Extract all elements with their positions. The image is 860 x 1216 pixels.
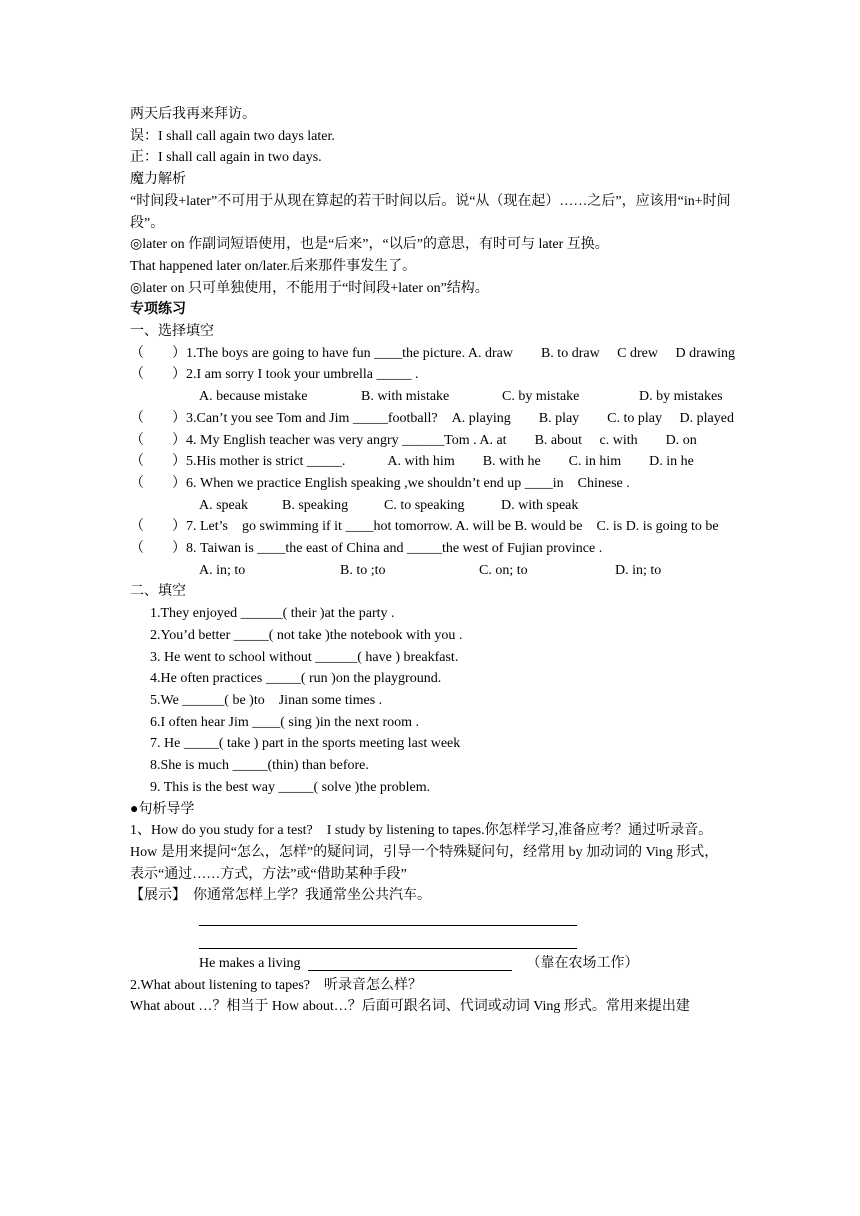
option-c: C. to speaking xyxy=(384,497,465,513)
question-4: （ ）4. My English teacher was very angry ______Tom . A. at B. about c. with D. on xyxy=(130,432,697,448)
fill-item: 7. He _____( take ) part in the sports meeting last week xyxy=(150,736,461,752)
intro-sentence: 两天后我再来拜访。 xyxy=(130,107,256,122)
option-d: D. with speak xyxy=(501,497,579,513)
document-body xyxy=(130,104,735,1018)
guide-heading: ●句析导学 xyxy=(130,801,195,817)
fill-item: 2.You’d better _____( not take )the notebook with you . xyxy=(150,627,463,643)
option-d: D. by mistakes xyxy=(639,389,723,405)
fill-item: 3. He went to school without ______( have ) breakfast. xyxy=(150,649,459,665)
question-3: （ ）3.Can’t you see Tom and Jim _____football? A. playing B. play C. to play D. played xyxy=(130,410,734,426)
later-on-example: That happened later on/later.后来那件事发生了。 xyxy=(130,258,417,274)
fill-item: 1.They enjoyed ______( their )at the party . xyxy=(150,606,395,622)
analysis-text: “时间段+later”不可用于从现在算起的若干时间以后。说“从（现在起）……之后”，应该用“in+时间段”。 xyxy=(130,193,731,231)
option-b: B. with mistake xyxy=(361,389,450,405)
later-on-note: ◎later on 作副词短语使用，也是“后来”，“以后”的意思，有时可与 later 互换。 xyxy=(130,237,609,253)
question-8-options xyxy=(130,560,735,582)
practice-heading: 专项练习 xyxy=(130,302,186,318)
option-b: B. speaking xyxy=(282,497,349,513)
guide-item-2-explanation: What about …？相当于 How about…？后面可跟名词、代词或动词 Ving 形式。常用来提出建 xyxy=(130,999,690,1015)
living-answer-blank[interactable] xyxy=(308,956,512,971)
question-6-options xyxy=(130,495,735,517)
guide-item-1-explanation: How 是用来提问“怎么，怎样”的疑问词，引导一个特殊疑问句，经常用 by 加动词的 Ving 形式， 表示“通过……方式，方法”或“借助某种手段” xyxy=(130,844,726,882)
option-a: A. speak xyxy=(199,497,248,513)
fill-item: 8.She is much _____(thin) than before. xyxy=(150,758,369,774)
answer-line-1[interactable] xyxy=(199,907,577,926)
section2-heading: 二、填空 xyxy=(130,584,186,600)
question-8: （ ）8. Taiwan is ____the east of China and _____the west of Fujian province . xyxy=(130,541,603,557)
correct-example: 正：I shall call again in two days. xyxy=(130,150,322,166)
living-prefix: He makes a living xyxy=(199,956,301,972)
fill-item: 9. This is the best way _____( solve )the problem. xyxy=(150,779,431,795)
living-hint: （靠在农场工作） xyxy=(526,956,639,972)
living-sentence xyxy=(130,953,735,975)
analysis-heading: 魔力解析 xyxy=(130,172,186,188)
option-c: C. by mistake xyxy=(502,389,580,405)
guide-item-2: 2.What about listening to tapes? 听录音怎么样？ xyxy=(130,977,423,993)
section1-heading: 一、选择填空 xyxy=(130,324,214,340)
fill-item: 6.I often hear Jim ____( sing )in the next room . xyxy=(150,714,420,730)
question-5: （ ）5.His mother is strict _____. A. with him B. with he C. in him D. in he xyxy=(130,454,694,470)
option-a: A. because mistake xyxy=(199,389,308,405)
question-6: （ ）6. When we practice English speaking ,we shouldn’t end up ____in Chinese . xyxy=(130,475,630,491)
question-2: （ ）2.I am sorry I took your umbrella _____ . xyxy=(130,367,419,383)
later-on-note-2: ◎later on 只可单独使用，不能用于“时间段+later on”结构。 xyxy=(130,280,489,296)
option-b: B. to ;to xyxy=(340,562,386,578)
option-a: A. in; to xyxy=(199,562,246,578)
fill-item: 4.He often practices _____( run )on the playground. xyxy=(150,671,442,687)
guide-item-1: 1、How do you study for a test? I study by listening to tapes.你怎样学习,准备应考？通过听录音。 xyxy=(130,823,713,839)
question-1: （ ）1.The boys are going to have fun ____the picture. A. draw B. to draw C drew D drawing xyxy=(130,345,735,361)
option-c: C. on; to xyxy=(479,562,528,578)
fill-item: 5.We ______( be )to Jinan some times . xyxy=(150,692,383,708)
answer-line-2[interactable] xyxy=(199,930,577,949)
option-d: D. in; to xyxy=(615,562,662,578)
question-7: （ ）7. Let’s go swimming if it ____hot tomorrow. A. will be B. would be C. is D. is going to be xyxy=(130,519,719,535)
wrong-example: 误：I shall call again two days later. xyxy=(130,128,335,144)
question-2-options xyxy=(130,386,735,408)
show-prompt: 【展示】 你通常怎样上学？我通常坐公共汽车。 xyxy=(130,888,431,904)
